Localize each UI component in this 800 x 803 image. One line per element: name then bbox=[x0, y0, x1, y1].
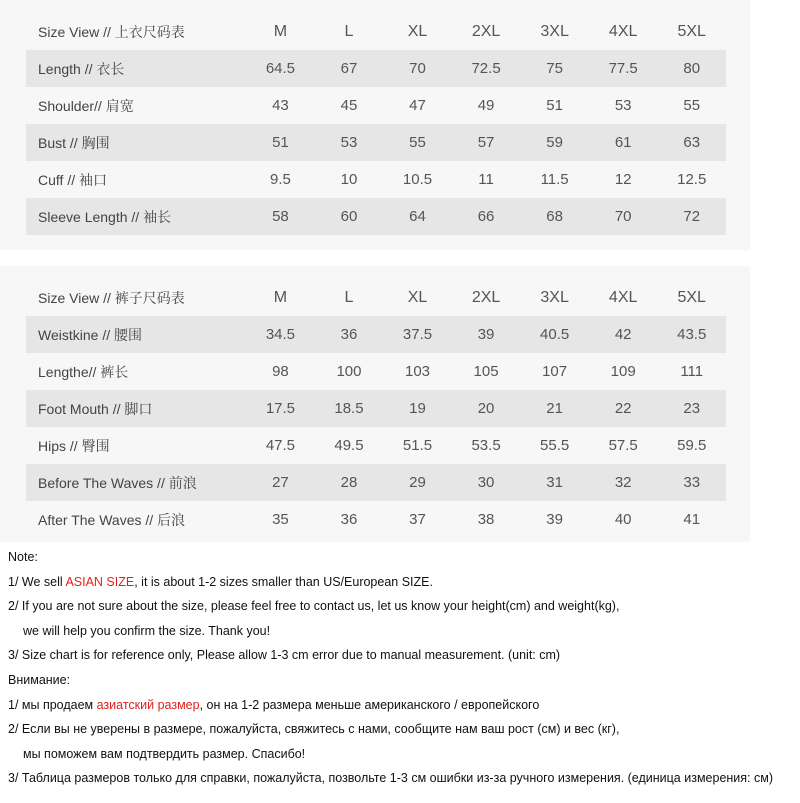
measurement-value: 43 bbox=[246, 87, 315, 124]
measurement-value: 75 bbox=[520, 50, 589, 87]
note-title-en: Note: bbox=[8, 550, 38, 564]
pants-table-title: Size View // 裤子尺码表 bbox=[38, 289, 185, 306]
measurement-value: 55 bbox=[383, 124, 452, 161]
pants-header-row bbox=[26, 279, 726, 316]
measurement-value: 36 bbox=[315, 501, 384, 538]
measurement-value: 49.5 bbox=[315, 427, 384, 464]
note-en-2: 2/ If you are not sure about the size, please feel free to contact us, let us know your height(cm) and weight(kg), bbox=[8, 599, 620, 614]
measurement-value: 64.5 bbox=[246, 50, 315, 87]
measurement-value: 59.5 bbox=[657, 427, 726, 464]
measurement-value: 68 bbox=[520, 198, 589, 235]
measurement-value: 40.5 bbox=[520, 316, 589, 353]
note-en-3: 3/ Size chart is for reference only, Please allow 1-3 cm error due to manual measurement. (unit: cm) bbox=[8, 648, 561, 663]
asian-size-highlight: ASIAN SIZE bbox=[65, 574, 135, 589]
measurement-value: 28 bbox=[315, 464, 384, 501]
measurement-label: Weistkine // 腰围 bbox=[26, 316, 246, 353]
measurement-label: Bust // 胸围 bbox=[26, 124, 246, 161]
measurement-value: 40 bbox=[589, 501, 658, 538]
size-header-xl: XL bbox=[407, 22, 428, 40]
measurement-value: 17.5 bbox=[246, 390, 315, 427]
measurement-value: 34.5 bbox=[246, 316, 315, 353]
measurement-value: 47.5 bbox=[246, 427, 315, 464]
measurement-value: 63 bbox=[657, 124, 726, 161]
note-ru-1 bbox=[8, 693, 800, 718]
size-header-5xl: 5XL bbox=[677, 22, 706, 40]
measurement-value: 33 bbox=[657, 464, 726, 501]
measurement-value: 47 bbox=[383, 87, 452, 124]
measurement-value: 105 bbox=[452, 353, 521, 390]
measurement-value: 10 bbox=[315, 161, 384, 198]
table-row bbox=[26, 87, 726, 124]
measurement-value: 29 bbox=[383, 464, 452, 501]
measurement-value: 111 bbox=[657, 353, 726, 390]
measurement-value: 37.5 bbox=[383, 316, 452, 353]
measurement-value: 55 bbox=[657, 87, 726, 124]
measurement-value: 70 bbox=[589, 198, 658, 235]
measurement-value: 9.5 bbox=[246, 161, 315, 198]
measurement-value: 11.5 bbox=[520, 161, 589, 198]
measurement-value: 39 bbox=[452, 316, 521, 353]
size-header-3xl: 3XL bbox=[540, 288, 569, 306]
measurement-value: 18.5 bbox=[315, 390, 384, 427]
tops-table-title: Size View // 上衣尺码表 bbox=[38, 23, 185, 40]
measurement-value: 49 bbox=[452, 87, 521, 124]
measurement-value: 10.5 bbox=[383, 161, 452, 198]
tops-size-table bbox=[26, 13, 726, 235]
table-row bbox=[26, 427, 726, 464]
pants-size-panel bbox=[0, 266, 750, 542]
measurement-value: 20 bbox=[452, 390, 521, 427]
measurement-value: 38 bbox=[452, 501, 521, 538]
measurement-value: 67 bbox=[315, 50, 384, 87]
table-row bbox=[26, 124, 726, 161]
measurement-value: 100 bbox=[315, 353, 384, 390]
measurement-value: 35 bbox=[246, 501, 315, 538]
measurement-value: 51 bbox=[520, 87, 589, 124]
table-row bbox=[26, 161, 726, 198]
measurement-value: 12.5 bbox=[657, 161, 726, 198]
measurement-value: 31 bbox=[520, 464, 589, 501]
measurement-value: 39 bbox=[520, 501, 589, 538]
asian-size-highlight-ru: азиатский размер bbox=[96, 697, 200, 712]
measurement-value: 53 bbox=[589, 87, 658, 124]
note-ru-2: 2/ Если вы не уверены в размере, пожалуйста, свяжитесь с нами, сообщите нам ваш рост (см) и вес (кг), bbox=[8, 722, 620, 737]
size-header-2xl: 2XL bbox=[471, 288, 501, 306]
measurement-value: 22 bbox=[589, 390, 658, 427]
measurement-value: 32 bbox=[589, 464, 658, 501]
size-header-5xl: 5XL bbox=[677, 288, 706, 306]
measurement-value: 64 bbox=[383, 198, 452, 235]
size-header-l: L bbox=[344, 22, 354, 40]
table-row bbox=[26, 198, 726, 235]
measurement-value: 72 bbox=[657, 198, 726, 235]
pants-size-table bbox=[26, 279, 726, 538]
measurement-value: 77.5 bbox=[589, 50, 658, 87]
measurement-value: 19 bbox=[383, 390, 452, 427]
measurement-value: 107 bbox=[520, 353, 589, 390]
measurement-value: 58 bbox=[246, 198, 315, 235]
measurement-value: 103 bbox=[383, 353, 452, 390]
measurement-label: Sleeve Length // 袖长 bbox=[26, 198, 246, 235]
size-header-xl: XL bbox=[407, 288, 428, 306]
notes-section bbox=[8, 545, 800, 791]
tops-table-body bbox=[26, 50, 726, 235]
measurement-value: 45 bbox=[315, 87, 384, 124]
measurement-value: 43.5 bbox=[657, 316, 726, 353]
size-header-m: M bbox=[273, 288, 288, 306]
size-header-l: L bbox=[344, 288, 354, 306]
table-row bbox=[26, 353, 726, 390]
measurement-value: 61 bbox=[589, 124, 658, 161]
measurement-value: 57 bbox=[452, 124, 521, 161]
measurement-value: 53 bbox=[315, 124, 384, 161]
measurement-value: 51 bbox=[246, 124, 315, 161]
table-row bbox=[26, 50, 726, 87]
measurement-value: 23 bbox=[657, 390, 726, 427]
measurement-label: Before The Waves // 前浪 bbox=[26, 464, 246, 501]
measurement-label: Hips // 臀围 bbox=[26, 427, 246, 464]
measurement-value: 59 bbox=[520, 124, 589, 161]
measurement-value: 60 bbox=[315, 198, 384, 235]
size-header-m: M bbox=[273, 22, 288, 40]
table-row bbox=[26, 316, 726, 353]
measurement-value: 51.5 bbox=[383, 427, 452, 464]
note-en-2-cont: we will help you confirm the size. Thank you! bbox=[23, 623, 271, 638]
measurement-value: 11 bbox=[452, 161, 521, 198]
measurement-value: 27 bbox=[246, 464, 315, 501]
measurement-label: Foot Mouth // 脚口 bbox=[26, 390, 246, 427]
measurement-value: 109 bbox=[589, 353, 658, 390]
measurement-value: 12 bbox=[589, 161, 658, 198]
note-text: 1/ We sell bbox=[8, 574, 66, 589]
measurement-label: Lengthe// 裤长 bbox=[26, 353, 246, 390]
measurement-value: 30 bbox=[452, 464, 521, 501]
measurement-label: Cuff // 袖口 bbox=[26, 161, 246, 198]
measurement-label: After The Waves // 后浪 bbox=[26, 501, 246, 538]
measurement-value: 98 bbox=[246, 353, 315, 390]
measurement-value: 41 bbox=[657, 501, 726, 538]
measurement-label: Length // 衣长 bbox=[26, 50, 246, 87]
size-header-3xl: 3XL bbox=[540, 22, 569, 40]
measurement-value: 55.5 bbox=[520, 427, 589, 464]
size-header-4xl: 4XL bbox=[608, 288, 638, 306]
table-row bbox=[26, 390, 726, 427]
table-row bbox=[26, 464, 726, 501]
size-header-2xl: 2XL bbox=[471, 22, 501, 40]
tops-size-panel bbox=[0, 0, 750, 250]
measurement-value: 53.5 bbox=[452, 427, 521, 464]
note-text: , it is about 1-2 sizes smaller than US/European SIZE. bbox=[134, 574, 433, 589]
measurement-value: 70 bbox=[383, 50, 452, 87]
pants-table-body bbox=[26, 316, 726, 538]
measurement-value: 37 bbox=[383, 501, 452, 538]
measurement-value: 57.5 bbox=[589, 427, 658, 464]
note-text: 1/ мы продаем bbox=[8, 697, 97, 712]
note-ru-2-cont: мы поможем вам подтвердить размер. Спасибо! bbox=[23, 746, 306, 761]
measurement-value: 36 bbox=[315, 316, 384, 353]
measurement-value: 80 bbox=[657, 50, 726, 87]
table-row bbox=[26, 501, 726, 538]
tops-header-row bbox=[26, 13, 726, 50]
note-title-ru: Внимание: bbox=[8, 672, 71, 687]
measurement-value: 72.5 bbox=[452, 50, 521, 87]
size-header-4xl: 4XL bbox=[608, 22, 638, 40]
note-en-1 bbox=[8, 570, 800, 595]
note-text: , он на 1-2 размера меньше американского / европейского bbox=[199, 697, 540, 712]
measurement-value: 66 bbox=[452, 198, 521, 235]
measurement-value: 21 bbox=[520, 390, 589, 427]
note-ru-3: 3/ Таблица размеров только для справки, пожалуйста, позвольте 1-3 см ошибки из-за ручного измерения. (единица измерения: см) bbox=[8, 771, 774, 786]
measurement-label: Shoulder// 肩宽 bbox=[26, 87, 246, 124]
measurement-value: 42 bbox=[589, 316, 658, 353]
